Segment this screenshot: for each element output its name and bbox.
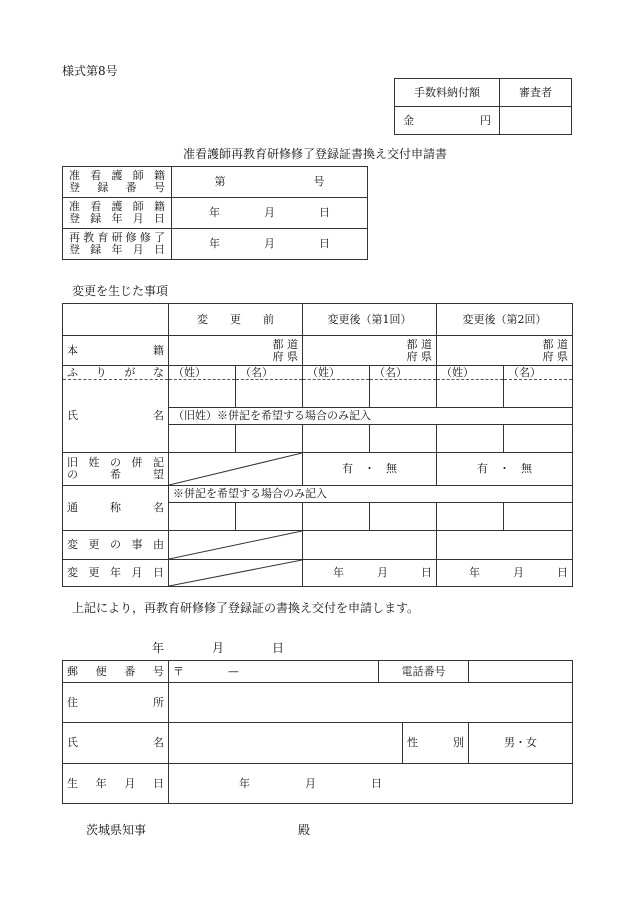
registration-label: 再教育研修修了 登録年月日 — [63, 229, 172, 260]
old-name-preference-label: 旧 姓 の 併 記 の 希 望 — [63, 453, 169, 486]
reviewer-stamp-cell[interactable] — [500, 107, 572, 135]
applicant-name-value[interactable] — [169, 723, 403, 764]
changes-heading: 変更を生じた事項 — [72, 284, 169, 298]
changes-table — [62, 303, 573, 587]
alias-sei-before[interactable] — [169, 503, 236, 531]
registration-label: 准看護師籍 登録番号 — [63, 167, 172, 198]
registration-label: 准看護師籍 登録年月日 — [63, 198, 172, 229]
change-date-label: 変更年月日 — [63, 560, 169, 587]
alias-sei-after2[interactable] — [437, 503, 504, 531]
change-date-after2[interactable]: 年 月 日 — [437, 560, 573, 587]
fee-amount-unit: 円 — [480, 113, 491, 127]
old-mei-before[interactable] — [236, 425, 303, 453]
postal-label: 郵便番号 — [63, 661, 169, 683]
col-after1-header: 変更後（第1回） — [303, 304, 437, 336]
addressee: 茨城県知事 — [86, 823, 147, 837]
header-blank — [63, 304, 169, 336]
honseki-before[interactable]: 都 道 府 県 — [169, 336, 303, 366]
furigana-mei-after2[interactable]: （名） — [504, 366, 573, 380]
name-sei-before[interactable] — [169, 380, 236, 408]
form-title: 准看護師再教育研修修了登録証書換え交付申請書 — [182, 147, 447, 161]
col-after2-header: 変更後（第2回） — [437, 304, 573, 336]
alias-note: ※併記を希望する場合のみ記入 — [169, 486, 573, 503]
honseki-after2[interactable]: 都 道 府 県 — [437, 336, 573, 366]
alias-mei-before[interactable] — [236, 503, 303, 531]
application-date[interactable]: 年 月 日 — [152, 641, 285, 655]
name-sei-after1[interactable] — [303, 380, 370, 408]
alias-mei-after2[interactable] — [504, 503, 573, 531]
alias-mei-after1[interactable] — [370, 503, 437, 531]
old-sei-after2[interactable] — [437, 425, 504, 453]
name-mei-after1[interactable] — [370, 380, 437, 408]
postal-value[interactable]: 〒 — — [169, 661, 379, 683]
address-label: 住 所 — [63, 683, 169, 723]
reviewer-label: 審査者 — [500, 79, 572, 107]
col-before-header: 変 更 前 — [169, 304, 303, 336]
furigana-mei-after1[interactable]: （名） — [370, 366, 437, 380]
fee-amount-prefix: 金 — [403, 113, 414, 127]
alias-label: 通 称 名 — [63, 486, 169, 531]
fee-box — [394, 78, 572, 135]
old-mei-after1[interactable] — [370, 425, 437, 453]
address-value[interactable] — [169, 683, 573, 723]
registration-table — [62, 166, 368, 260]
phone-label: 電話番号 — [379, 661, 469, 683]
reason-label: 変更の事由 — [63, 531, 169, 560]
furigana-sei-after2[interactable]: （姓） — [437, 366, 504, 380]
fee-label: 手数料納付額 — [395, 79, 500, 107]
honseki-after1[interactable]: 都 道 府 県 — [303, 336, 437, 366]
reason-after2[interactable] — [437, 531, 573, 560]
name-label: 氏 名 — [63, 380, 169, 453]
honseki-label: 本 籍 — [63, 336, 169, 366]
registration-date-value[interactable]: 年 月 日 — [172, 198, 368, 229]
registration-row — [63, 229, 368, 260]
furigana-sei-before[interactable]: （姓） — [169, 366, 236, 380]
fee-amount-cell[interactable] — [395, 107, 500, 135]
phone-value[interactable] — [469, 661, 573, 683]
furigana-mei-before[interactable]: （名） — [236, 366, 303, 380]
name-sei-after2[interactable] — [437, 380, 504, 408]
old-sei-after1[interactable] — [303, 425, 370, 453]
change-date-before-slash — [169, 560, 303, 587]
retraining-date-value[interactable]: 年 月 日 — [172, 229, 368, 260]
registration-row — [63, 167, 368, 198]
old-name-yes-no-after2[interactable]: 有 ・ 無 — [437, 453, 573, 486]
dob-value[interactable]: 年 月 日 — [169, 764, 573, 804]
furigana-sei-after1[interactable]: （姓） — [303, 366, 370, 380]
change-date-after1[interactable]: 年 月 日 — [303, 560, 437, 587]
old-sei-before[interactable] — [169, 425, 236, 453]
dob-label: 生年月日 — [63, 764, 169, 804]
applicant-table — [62, 660, 573, 804]
old-name-note: （旧姓）※併記を希望する場合のみ記入 — [169, 408, 573, 425]
statement-text: 上記により，再教育研修修了登録証の書換え交付を申請します。 — [72, 601, 420, 615]
name-mei-before[interactable] — [236, 380, 303, 408]
old-name-yes-no-after1[interactable]: 有 ・ 無 — [303, 453, 437, 486]
reason-before-slash — [169, 531, 303, 560]
honorific: 殿 — [298, 823, 311, 837]
reason-after1[interactable] — [303, 531, 437, 560]
registration-number-value[interactable]: 第 号 — [172, 167, 368, 198]
old-mei-after2[interactable] — [504, 425, 573, 453]
sex-value[interactable]: 男・女 — [469, 723, 573, 764]
alias-sei-after1[interactable] — [303, 503, 370, 531]
registration-row — [63, 198, 368, 229]
furigana-label: ふ り が な — [63, 366, 169, 380]
old-name-preference-before-slash — [169, 453, 303, 486]
applicant-name-label: 氏 名 — [63, 723, 169, 764]
sex-label: 性 別 — [403, 723, 469, 764]
form-number: 様式第8号 — [62, 64, 118, 78]
name-mei-after2[interactable] — [504, 380, 573, 408]
